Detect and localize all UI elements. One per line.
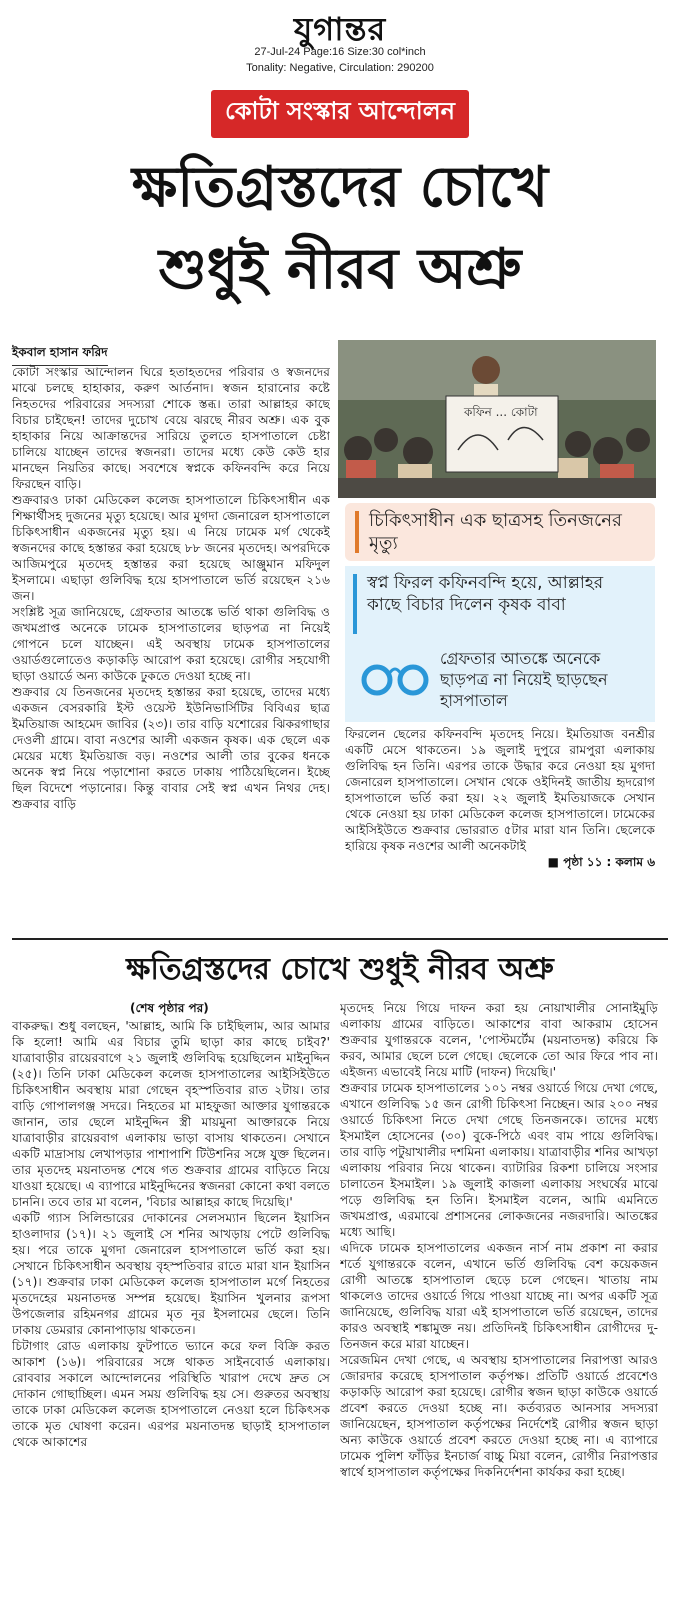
poster-text: কফিন ... কোটা	[464, 405, 538, 419]
protest-photo	[338, 340, 656, 498]
continued-from-label: (শেষ পৃষ্ঠার পর)	[130, 1001, 209, 1015]
paragraph: মৃতদেহ নিয়ে গিয়ে দাফন করা হয় নোয়াখালীর সোনাইমুড়ি এলাকায় গ্রামের বাড়িতে। আকাশের বাবা আকরাম হোসেন শুক্রবার যুগান্তরকে বলেন, 'পোস্টমর্টেম (ময়নাতদন্ত) করিয়ে কি করব, আমার ছেলে চলে গেছে। ছেলেকে তো আর ফিরে পাব না। এইজন্য এভাবেই নিয়ে মাটি (দাফন) দিয়েছি।' শুক্রবার ঢামেক হাসপাতালের ১০১ নম্বর ওয়ার্ডে গিয়ে দেখা গেছে, এখানে গুলিবিদ্ধ ১৫ জন রোগী চিকিৎসা নিচ্ছেন। আর ২০০ নম্বর ওয়ার্ডে চিকিৎসা নিতে দেখা গেছে তিনজনকে। তাদের মধ্যে ইসমাইল হোসেনের (৩০) বুকে-পিঠে এবং বাম পায়ে গুলিবিদ্ধ। তার বাড়ি পটুয়াখালীর দশমিনা এলাকায়। যাত্রাবাড়ীর শনির আখড়া এলাকায় পরিবার নিয়ে থাকেন। ব্যাটারির রিকশা চালিয়ে সংসার চালাতেন ইসমাইল। ১৯ জুলাই কাজলা এলাকায় সংঘর্ষের মাঝে পড়ে গুলিবিদ্ধ হন তিনি। ইসমাইল বলেন, আমি এমনিতে জখমপ্রাপ্ত, এরমাঝে প্রশাসনের লোকজনের নজরদারি। আতঙ্কের মধ্যে আছি। এদিকে ঢামেক হাসপাতালের একজন নার্স নাম প্রকাশ না করার শর্তে যুগান্তরকে বলেন, এখানে ভর্তি গুলিবিদ্ধ বেশ কয়েকজন রোগী আতঙ্কে হাসপাতাল ছেড়ে চলে গেছেন। খাতায় নাম থাকলেও তাদের ওয়ার্ডে গিয়ে পাওয়া যাচ্ছে না। অপর একটি সূত্র জানিয়েছে, গুলিবিদ্ধ যারা এই হাসপাতালে ভর্তি রয়েছেন, তাদের কারও অবস্থাই শঙ্কামুক্ত নয়। প্রতিদিনই চিকিৎসাধীন রোগীদের দু-তিনজন করে মারা যাচ্ছেন। সরেজমিন দেখা গেছে, এ অবস্থায় হাসপাতালের নিরাপত্তা আরও জোরদার করেছে হাসপাতাল কর্তৃপক্ষ। প্রতিটি ওয়ার্ডে প্রবেশেও কড়াকড়ি আরোপ করা হয়েছে। রোগীর স্বজন ছাড়া কাউকে ওয়ার্ডে প্রবেশ করতে দেওয়া হচ্ছে না। কর্তব্যরত আনসার সদস্যরা জানিয়েছেন, হাসপাতাল কর্তৃপক্ষের নির্দেশেই রোগীর স্বজন ছাড়া অন্য কাউকে ওয়ার্ডে প্রবেশ করতে দেওয়া হচ্ছে না। এ ব্যাপারে ঢামেক পুলিশ ফাঁড়ির ইনচার্জ বাচ্চু মিয়া বলেন, রোগীর নিরাপত্তার স্বার্থে হাসপাতাল কর্তৃপক্ষের দিকনির্দেশনা কার্যকর করা হচ্ছে।	[340, 1001, 658, 1479]
highlight-box-farmer	[345, 566, 655, 722]
kicker-container	[0, 90, 680, 138]
section-divider	[12, 938, 668, 940]
continued-reference: ■ পৃষ্ঠা ১১ : কলাম ৬	[547, 855, 655, 869]
highlight-text: গ্রেফতার আতঙ্কে অনেকে ছাড়পত্র না নিয়েই ছাড়ছেন হাসপাতাল	[440, 649, 608, 710]
byline: ইকবাল হাসান ফরিদ	[12, 344, 108, 366]
paragraph: বাকরুদ্ধ। শুধু বলছেন, 'আল্লাহ, আমি কি চাইছিলাম, আর আমার কি হলো! আমি এর বিচার তুমি ছাড়া কার কাছে চাইব?' যাত্রাবাড়ীর রায়েরবাগে ২১ জুলাই গুলিবিদ্ধ হয়েছিলেন মাইনুদ্দিন (২৫)। তিনি ঢাকা মেডিকেল কলেজ হাসপাতালের আইসিইউতে চিকিৎসাধীন অবস্থায় মারা গেছেন বৃহস্পতিবার রাত ২টায়। তার বাড়ি গোপালগঞ্জ সদরে। নিহতের মা মাহফুজা আক্তার যুগান্তরকে জানান, তার ছেলে মাইনুদ্দিন স্ত্রী মায়মুনা আক্তারকে নিয়ে যাত্রাবাড়ীর রায়েরবাগ এলাকায় ভাড়া বাসায় থাকতেন। সেখানে একটি মাদ্রাসায় লেখাপড়ার পাশাপাশি টিউশনির সঙ্গে যুক্ত ছিলেন। তার মৃতদেহ ময়নাতদন্ত শেষে গত শুক্রবার গ্রামের বাড়িতে নিয়ে যাওয়া হয়েছে। এ ব্যাপারে মাইনুদ্দিনের স্বজনরা কোনো কথা বলতে চাননি। তবে তার মা বলেন, 'বিচার আল্লাহর কাছে দিয়েছি।' একটি গ্যাস সিলিন্ডারের দোকানের সেলসম্যান ছিলেন ইয়াসিন হাওলাদার (১৭)। ২১ জুলাই সে শনির আখড়ায় পেটে গুলিবিদ্ধ হয়। পরে তাকে মুগদা জেনারেল হাসপাতালে ভর্তি করা হয়। সেখানে চিকিৎসাধীন অবস্থায় বৃহস্পতিবার রাতে মারা যান ইয়াসিন (১৭)। শুক্রবার ঢাকা মেডিকেল কলেজ হাসপাতাল মর্গে নিহতের মৃতদেহের ময়নাতদন্ত সম্পন্ন হয়েছে। ইয়াসিন খুলনার রূপসা উপজেলার রহিমনগর গ্রামের মৃত নূর ইসলামের ছেলে। তিনি ঢাকায় ডেমরার কোনাপাড়ায় থাকতেন। চিটাগাং রোড এলাকায় ফুটপাতে ভ্যানে করে ফল বিক্রি করত আকাশ (১৬)। পরিবারের সঙ্গে থাকত সাইনবোর্ড এলাকায়। রোববার সকালে আন্দোলনের পরিস্থিতি খারাপ দেখে দ্রুত সে দোকান গোছাচ্ছিল। এমন সময় গুলিবিদ্ধ হয় সে। গুরুতর অবস্থায় তাকে ঢাকা মেডিকেল কলেজ হাসপাতালে নেওয়া হলে চিকিৎসক তাকে মৃত ঘোষণা করেন। এরপর ময়নাতদন্ত ছাড়াই হাসপাতাল থেকে আকাশের	[12, 1019, 330, 1449]
continuation-column-right	[340, 1000, 658, 1608]
article-column-2	[345, 726, 655, 934]
highlight-box-deaths	[345, 503, 655, 561]
paragraph: ফিরলেন ছেলের কফিনবন্দি মৃতদেহ নিয়ে। ইমতিয়াজ বনশ্রীর একটি মেসে থাকতেন। ১৯ জুলাই দুপুরে রামপুরা এলাকায় গুলিবিদ্ধ হন তিনি। এরপর তাকে উদ্ধার করে নেওয়া হয় মুগদা জেনারেল হাসপাতালে। সেখান থেকে ওইদিনই জাতীয় হৃদরোগ হাসপাতালে ভর্তি করা হয়। ২২ জুলাই ইমতিয়াজকে সেখান থেকে নেওয়া হয় ঢাকা মেডিকেল কলেজ হাসপাতালে। ঢামেকের আইসিইউতে শুক্রবার ভোররাত ৫টার মারা যান তিনি। ছেলেকে হারিয়ে কৃষক নওশের আলী অনেকটাই	[345, 727, 655, 853]
paragraph: কোটা সংস্কার আন্দোলন ঘিরে হতাহতদের পরিবার ও স্বজনদের মাঝে চলছে হাহাকার, করুণ আর্তনাদ। স্বজন হারানোর কষ্টে নিহতদের পরিবারের সদস্যরা শোকে স্তব্ধ। তারা আল্লাহর কাছে বিচার চাইছেন! তাদের দুচোখ বেয়ে ঝরছে নীরব অশ্রু। এক বুক হাহাকার নিয়ে আক্রান্তদের সারিয়ে তুলতে হাসপাতালে চেষ্টা চালিয়ে যাচ্ছেন তাদের স্বজনরা। তাদের মধ্যে কেউ কেউ হার মানছেন নিয়তির কাছে। সবশেষে স্বপ্নকে কফিনবন্দি করে নিয়ে ফিরছেন বাড়ি।	[12, 365, 330, 491]
highlight-text: চিকিৎসাধীন এক ছাত্রসহ তিনজনের মৃত্যু	[369, 510, 622, 554]
continuation-headline: ক্ষতিগ্রস্তদের চোখে শুধুই নীরব অশ্রু	[126, 952, 554, 987]
headline-line2: শুধুই নীরব অশ্রু	[158, 237, 522, 302]
accent-bar	[353, 574, 357, 634]
article-kicker: কোটা সংস্কার আন্দোলন	[211, 90, 469, 138]
clip-meta-line1: 27-Jul-24 Page:16 Size:30 col*inch	[254, 46, 426, 58]
article-column-1	[12, 364, 330, 936]
headline-line1: ক্ষতিগ্রস্তদের চোখে	[131, 155, 549, 220]
continuation-column-left	[12, 1018, 330, 1608]
clip-meta-line2: Tonality: Negative, Circulation: 290200	[246, 62, 434, 74]
handcuffs-icon	[359, 656, 431, 700]
highlight-text: স্বপ্ন ফিরল কফিনবন্দি হয়ে, আল্লাহর কাছে বিচার দিলেন কৃষক বাবা	[367, 573, 604, 615]
paragraph: শুক্রবার যে তিনজনের মৃতদেহ হস্তান্তর করা হয়েছে, তাদের মধ্যে একজন বেসরকারি ইস্ট ওয়েস্ট ইউনিভার্সিটির বিবিএর ছাত্র ইমতিয়াজ আহমেদ জাবির (২৩)। তার বাড়ি যশোরের ঝিকরগাছার দেওলী গ্রামে। বাবা নওশের আলী একজন কৃষক। এক ছেলে এক মেয়ের মধ্যে ইমতিয়াজ বড়। নওশের আলী তার বুকের ধনকে অনেক স্বপ্ন নিয়ে পড়াশোনা করতে ঢাকায় পাঠিয়েছিলেন। ইচ্ছে ছিল বিদেশে পড়ানোর। কিন্তু বাবার সেই স্বপ্ন এখন নিথর দেহ। শুক্রবার বাড়ি	[12, 685, 330, 811]
paragraph: শুক্রবারও ঢাকা মেডিকেল কলেজ হাসপাতালে চিকিৎসাধীন এক শিক্ষার্থীসহ দুজনের মৃত্যু হয়েছে। আর মুগদা জেনারেল হাসপাতালে চিকিৎসাধীন একজনের মৃত্যু হয়। এ নিয়ে ঢামেক মর্গ থেকেই স্বজনদের কাছে হস্তান্তর করা হয়েছে ৮৮ জনের মৃতদেহ। অপরদিকে আজিমপুরে মৃতদেহ হস্তান্তর করা হয়েছে আঞ্জুমান মফিদুল ইসলামে। এছাড়া গুলিবিদ্ধ হয়ে হাসপাতালে ভর্তি রয়েছেন ২১৬ জন।	[12, 493, 330, 603]
newspaper-masthead: যুগান্তর	[293, 10, 387, 48]
paragraph: সংশ্লিষ্ট সূত্র জানিয়েছে, গ্রেফতার আতঙ্কে ভর্তি থাকা গুলিবিদ্ধ ও জখমপ্রাপ্ত অনেকে ঢামেক হাসপাতালের ছাড়পত্র না নিয়েই গোপনে চলে যাচ্ছেন। এই অবস্থায় ঢামেক হাসপাতালের ওয়ার্ডগুলোতেও কড়াকড়ি আরোপ করা হয়েছে। রোগীর সহযোগী ছাড়া ওয়ার্ডে অন্য কাউকে ঢুকতে দেওয়া হচ্ছে না।	[12, 605, 330, 683]
accent-bar	[355, 511, 359, 553]
